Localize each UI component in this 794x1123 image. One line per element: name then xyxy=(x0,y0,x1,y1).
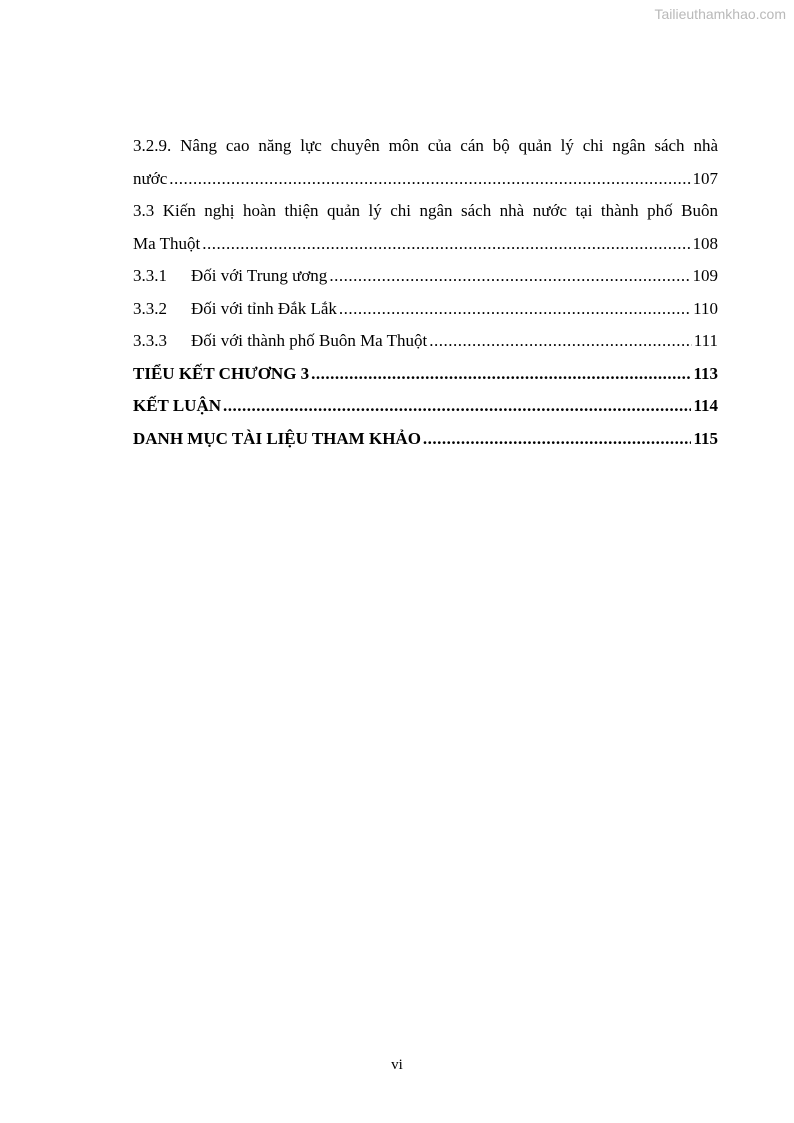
toc-entry-3-3-1[interactable] xyxy=(133,260,718,293)
toc-page-number: 107 xyxy=(692,168,718,188)
toc-entry-text: Ma Thuột xyxy=(133,233,201,253)
toc-page-number: 110 xyxy=(693,298,718,318)
toc-entry-text: Đối với thành phố Buôn Ma Thuột xyxy=(191,331,428,350)
toc-entry-chapter-3-summary[interactable] xyxy=(133,358,718,391)
toc-entry-text: DANH MỤC TÀI LIỆU THAM KHẢO xyxy=(133,428,421,448)
toc-entry-text: nước xyxy=(133,168,168,188)
toc-entry-text: Đối với Trung ương xyxy=(191,266,328,285)
dot-leader xyxy=(423,423,692,456)
dot-leader xyxy=(223,390,691,423)
toc-page-number: 109 xyxy=(692,266,718,285)
watermark: Tailieuthamkhao.com xyxy=(654,6,786,22)
toc-entry-references[interactable] xyxy=(133,423,718,456)
toc-entry-3-2-9-line2[interactable] xyxy=(133,163,718,196)
toc-page-number: 114 xyxy=(693,396,718,415)
toc-entry-text: 3.2.9. Nâng cao năng lực chuyên môn của cán bộ quản lý chi ngân sách nhà xyxy=(133,136,718,155)
toc-entry-number: 3.3.3 xyxy=(133,331,167,350)
toc-page-number: 113 xyxy=(693,363,718,383)
dot-leader xyxy=(429,325,691,358)
table-of-contents xyxy=(133,130,718,455)
toc-entry-text: 3.3 Kiến nghị hoàn thiện quản lý chi ngân sách nhà nước tại thành phố Buôn xyxy=(133,201,718,220)
dot-leader xyxy=(202,228,690,261)
dot-leader xyxy=(311,358,691,391)
toc-entry-number: 3.3.1 xyxy=(133,266,167,285)
toc-entry-conclusion[interactable] xyxy=(133,390,718,423)
toc-page-number: 111 xyxy=(693,331,718,350)
toc-entry-3-3-line2[interactable] xyxy=(133,228,718,261)
toc-page-number: 108 xyxy=(692,233,718,253)
toc-page-number: 115 xyxy=(693,428,718,448)
toc-entry-text: KẾT LUẬN xyxy=(133,396,222,415)
toc-entry-3-3-2[interactable] xyxy=(133,293,718,326)
toc-entry-text: Đối với tỉnh Đắk Lắk xyxy=(191,298,337,318)
toc-entry-number: 3.3.2 xyxy=(133,298,167,318)
toc-entry-3-3-3[interactable] xyxy=(133,325,718,358)
toc-entry-3-2-9-line1[interactable] xyxy=(133,130,718,163)
dot-leader xyxy=(339,293,691,326)
toc-entry-text: TIỂU KẾT CHƯƠNG 3 xyxy=(133,363,310,383)
page-number-footer: vi xyxy=(391,1057,403,1073)
dot-leader xyxy=(169,163,690,196)
dot-leader xyxy=(329,260,690,293)
toc-entry-3-3-line1[interactable] xyxy=(133,195,718,228)
